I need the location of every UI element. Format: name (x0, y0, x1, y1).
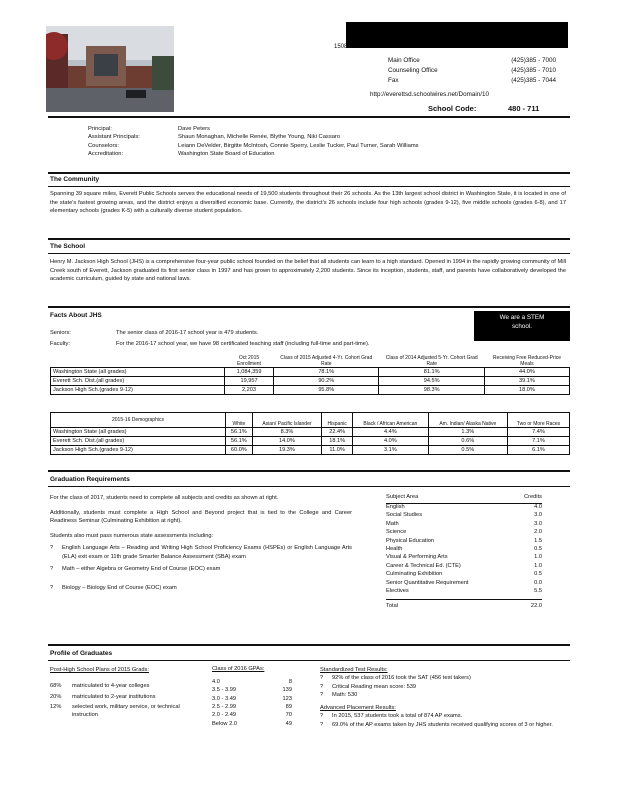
column-header: Hispanic (322, 413, 353, 428)
gpa-list (212, 679, 292, 729)
gpa-range: 3.5 - 3.99 (212, 687, 237, 694)
graduation-title: Graduation Requirements (50, 476, 130, 483)
credit-row (386, 571, 542, 579)
list-item-text: English Language Arts – Reading and Writing High School Proficiency Exams (HSPEs) or English Language Arts (ELA) exit exam or 11th grade Smarter Balance Assessment (SBA) exam (62, 545, 352, 560)
divider (48, 660, 570, 661)
school-code-label: School Code: (428, 104, 477, 113)
list-item (320, 674, 566, 682)
gpa-range: Below 2.0 (212, 720, 237, 727)
table-header-row (51, 413, 570, 428)
table-row (51, 446, 570, 455)
table-cell: 0.5% (428, 446, 507, 455)
credit-value: 4.0 (534, 504, 542, 510)
column-header: Credits (523, 494, 542, 500)
credit-subject: Physical Education (386, 537, 435, 544)
table-cell: 18.1% (322, 437, 353, 446)
enrollment-table (50, 353, 570, 395)
faculty-label: Faculty: (50, 341, 70, 347)
staff-value: Dave Peters (178, 126, 210, 132)
phone-main (388, 56, 556, 66)
phone-number: (425)385 - 7000 (511, 57, 556, 64)
school-code: 480 - 711 (508, 104, 540, 113)
seniors-label: Seniors: (50, 330, 71, 336)
table-cell: 4.4% (353, 428, 428, 437)
row-name: Everett Sch. Dist.(all grades) (51, 437, 226, 446)
credit-subject: Senior Quantitative Requirement (386, 579, 469, 586)
credit-value: 1.0 (534, 562, 542, 569)
table-cell: 7.1% (508, 437, 570, 446)
credit-subject: Visual & Performing Arts (386, 554, 448, 561)
bullet-mark: ? (320, 721, 324, 728)
phone-list (388, 56, 556, 86)
seniors-text: The senior class of 2016-17 school year is 479 students. (116, 330, 259, 336)
credit-row (386, 529, 542, 537)
list-item (50, 703, 200, 720)
list-item (50, 544, 352, 561)
table-cell: 60.0% (226, 446, 253, 455)
graduation-paragraph: Students also must pass numerous state assessments including: (50, 532, 214, 539)
gpa-range: 4.0 (212, 678, 220, 685)
bullet-mark: ? (50, 584, 54, 591)
table-cell: 56.1% (226, 428, 253, 437)
phone-counseling (388, 66, 556, 76)
credit-row (386, 512, 542, 520)
credit-subject: Health (386, 545, 403, 552)
list-item-text: Biology – Biology End of Course (EOC) exam (62, 584, 177, 591)
credit-row (386, 588, 542, 596)
divider (48, 253, 570, 254)
divider (48, 470, 570, 472)
credits-total-row (386, 599, 542, 610)
table-cell: 90.2% (274, 377, 379, 386)
credit-value: 3.0 (534, 520, 542, 527)
credit-subject: Career & Technical Ed. (CTE) (386, 562, 461, 569)
phone-label: Main Office (388, 57, 420, 64)
list-item (50, 565, 352, 574)
gpa-range: 2.0 - 2.49 (212, 712, 237, 719)
table-cell: 8.3% (252, 428, 321, 437)
divider (48, 486, 570, 487)
staff-value: Leiann DeVelder, Birgitte McIntosh, Connie Sperry, Leslie Tucker, Paul Turner, Sarah Williams (178, 142, 419, 149)
row-name: Jackson High Sch.(grades 9-12) (51, 446, 226, 455)
demographics-title: 2015-16 Demographics (51, 413, 226, 428)
credit-subject: Culminating Exhibition (386, 571, 443, 578)
credit-value: 3.0 (534, 512, 542, 519)
table-cell: 95.8% (274, 386, 379, 395)
address-line: 1508 ... (334, 44, 355, 50)
table-row (51, 368, 570, 377)
credit-value: 2.0 (534, 529, 542, 536)
percent: 68% (50, 683, 62, 690)
list-item-text: selected work, military service, or technical instruction (72, 703, 180, 719)
list-item-text: Critical Reading mean score: 539 (332, 683, 417, 690)
credits-header (386, 494, 542, 504)
credit-value: 5.5 (534, 587, 542, 594)
credits-table (386, 494, 542, 610)
staff-row (88, 125, 419, 133)
divider (48, 116, 570, 118)
credit-subject: Science (386, 529, 407, 536)
divider (48, 644, 570, 646)
gpa-row (212, 721, 292, 729)
phone-number: (425)385 - 7010 (511, 67, 556, 75)
staff-value: Washington State Board of Education (178, 151, 275, 158)
graduation-text (50, 494, 352, 592)
column-header: Oct 2015 Enrollment (237, 355, 261, 367)
table-cell: 6.1% (508, 446, 570, 455)
staff-label: Assistant Principals: (88, 134, 140, 141)
list-item (50, 693, 200, 701)
table-header-row (51, 353, 570, 368)
row-name: Washington State (all grades) (51, 428, 226, 437)
gpa-table (212, 666, 292, 729)
staff-label: Principal: (88, 126, 112, 132)
table-cell: 81.1% (379, 368, 484, 377)
credit-value: 1.0 (534, 554, 542, 561)
table-cell: 3.1% (353, 446, 428, 455)
table-cell: 1.3% (428, 428, 507, 437)
staff-block (88, 125, 419, 159)
bullet-mark: ? (50, 545, 54, 552)
column-header: Class of 2015 Adjusted 4-Yr. Cohort Grad Rate (280, 355, 373, 367)
credit-value: 1.5 (534, 537, 542, 544)
gpa-row (212, 687, 292, 695)
percent: 12% (50, 703, 62, 710)
table-cell: 98.3% (379, 386, 484, 395)
staff-row (88, 133, 419, 141)
table-cell: 18.0% (484, 386, 569, 395)
school-photo (46, 26, 174, 112)
table-cell: 2,203 (225, 386, 274, 395)
gpa-count: 49 (285, 720, 292, 727)
table-cell: 14.0% (252, 437, 321, 446)
school-text: Henry M. Jackson High School (JHS) is a comprehensive four-year public school founded on the belief that all students can learn to a high standard. Opened in 1994 in the rapidly growing community of Mill Creek south of Everett, Jackson graduated its first senior class in 1997 and has grown to approximately 2,200 students. Since its inception, students, staff, and parents have collaboratively developed the academic curriculum, guided by state and national laws. (50, 259, 566, 283)
total-value: 22.0 (530, 603, 542, 610)
redacted-block (346, 22, 568, 48)
std-test-heading: Standardized Test Results: (320, 667, 388, 673)
table-cell: 22.4% (322, 428, 353, 437)
list-item-text: In 2015, 537 students took a total of 874 AP exams. (332, 713, 463, 720)
credit-row (386, 538, 542, 546)
gpa-row (212, 696, 292, 704)
credit-subject: Math (386, 520, 399, 527)
facts-title: Facts About JHS (50, 312, 102, 319)
gpa-count: 139 (282, 687, 292, 694)
phone-fax (388, 76, 556, 86)
stem-badge (474, 311, 570, 341)
column-header: Asian/ Pacific Islander (252, 413, 321, 428)
phone-label: Fax (388, 77, 399, 85)
staff-row (88, 142, 419, 150)
column-header: Two or More Races (508, 413, 570, 428)
community-title: The Community (50, 176, 100, 183)
graduation-paragraph: Additionally, students must complete a High School and Beyond project that is tied to the College and Career Readiness Seminar (Culminating Exhibition at right). (50, 509, 352, 525)
table-cell: 78.1% (274, 368, 379, 377)
column-header: Class of 2014 Adjusted 5-Yr. Cohort Grad Rate (385, 355, 478, 367)
gpa-count: 8 (288, 678, 292, 685)
table-cell: 19,957 (225, 377, 274, 386)
column-header: Subject Area (386, 494, 419, 500)
stem-badge-line: We are a STEM (499, 314, 545, 321)
divider (48, 306, 570, 308)
bullet-mark: ? (320, 713, 324, 720)
gpa-count: 89 (285, 704, 292, 711)
row-name: Jackson High Sch.(grades 9-12) (51, 386, 225, 395)
divider (48, 238, 570, 240)
stem-badge-line: school. (512, 323, 532, 331)
table-cell: 94.5% (379, 377, 484, 386)
list-item-text: matriculated to 2-year institutions (72, 693, 156, 700)
profile-title: Profile of Graduates (50, 650, 113, 657)
table-cell: 19.3% (252, 446, 321, 455)
gpa-count: 70 (285, 712, 292, 719)
gpa-row (212, 712, 292, 720)
table-cell: 0.6% (428, 437, 507, 446)
table-cell: 11.0% (322, 446, 353, 455)
percent: 20% (50, 693, 62, 700)
list-item (320, 721, 566, 729)
staff-label: Accreditation: (88, 151, 124, 158)
table-cell: 39.1% (484, 377, 569, 386)
table-cell: 1,084,359 (225, 368, 274, 377)
bullet-mark: ? (320, 691, 324, 698)
row-name: Everett Sch. Dist.(all grades) (51, 377, 225, 386)
list-item-text: Math – either Algebra or Geometry End of Course (EOC) exam (62, 566, 221, 573)
staff-row (88, 150, 419, 158)
credit-value: 0.5 (534, 545, 542, 552)
bullet-mark: ? (320, 683, 324, 690)
credit-row (386, 563, 542, 571)
gpa-range: 3.0 - 3.49 (212, 695, 237, 702)
phone-number: (425)385 - 7044 (511, 77, 556, 85)
phone-label: Counseling Office (388, 67, 438, 75)
list-item (50, 584, 352, 593)
staff-value: Shaun Monaghan, Michelle Renée, Blythe Young, Niki Cassaro (178, 134, 341, 141)
credit-subject: Social Studies (386, 512, 423, 519)
credits-list (386, 504, 542, 596)
list-item-text: 92% of the class of 2016 took the SAT (456 test takers) (332, 675, 471, 682)
gpa-heading: Class of 2016 GPAs: (212, 666, 265, 672)
column-header: Am. Indian/ Alaska Native (428, 413, 507, 428)
divider (48, 186, 570, 187)
table-row (51, 377, 570, 386)
school-title: The School (50, 243, 86, 250)
list-item-text: matriculated to 4-year colleges (72, 683, 150, 690)
credit-value: 0.5 (534, 571, 542, 578)
gpa-range: 2.5 - 2.99 (212, 704, 237, 711)
table-cell: 4.0% (353, 437, 428, 446)
column-header: Black / African American (353, 413, 428, 428)
row-name: Washington State (all grades) (51, 368, 225, 377)
community-text: Spanning 39 square miles, Everett Public Schools serves the educational needs of 19,500 students throughout their 26 schools. As the 13th largest school district in Washington State, it is located in one of the state's fastest growing areas, and the district enjoys a diversified economic base. Currently, the district's 26 schools include four high schools (grades 9-12), five middle schools (grades 6-8), and 17 elementary schools (grades K-5) with a culturally diverse student population. (50, 191, 566, 215)
website-link[interactable]: http://everettsd.schoolwires.net/Domain/10 (370, 91, 490, 98)
gpa-row (212, 704, 292, 712)
faculty-text: For the 2016-17 school year, we have 98 certificated teaching staff (including full-time and part-time). (116, 341, 370, 347)
staff-label: Counselors: (88, 142, 119, 149)
credit-subject: English (386, 504, 405, 510)
table-row (51, 428, 570, 437)
list-item-text: Math: 530 (332, 691, 358, 698)
credit-row (386, 554, 542, 562)
divider (48, 172, 570, 174)
gpa-count: 123 (282, 695, 292, 702)
table-cell: 44.0% (484, 368, 569, 377)
credit-subject: Electives (386, 587, 409, 594)
total-label: Total (386, 603, 399, 610)
list-item (50, 682, 200, 690)
graduation-paragraph: For the class of 2017, students need to complete all subjects and credits as shown at right. (50, 495, 279, 501)
credit-row (386, 580, 542, 588)
credit-value: 0.0 (534, 579, 542, 586)
ap-heading: Advanced Placement Results: (320, 705, 396, 712)
table-cell: 56.1% (226, 437, 253, 446)
column-header: Receiving Free Reduced-Price Meals (492, 355, 562, 367)
list-item (320, 691, 566, 699)
table-row (51, 437, 570, 446)
demographics-table (50, 412, 570, 455)
post-hs-heading: Post-High School Plans of 2015 Grads: (50, 667, 149, 673)
table-cell: 7.4% (508, 428, 570, 437)
bullet-mark: ? (50, 566, 54, 573)
list-item (320, 712, 566, 720)
post-hs-plans (50, 666, 200, 719)
credit-row (386, 521, 542, 529)
test-results (320, 666, 566, 729)
table-row (51, 386, 570, 395)
credit-row (386, 546, 542, 554)
gpa-row (212, 679, 292, 687)
bullet-mark: ? (320, 675, 324, 682)
list-item (320, 683, 566, 691)
column-header: White (226, 413, 253, 428)
list-item-text: 69.0% of the AP exams taken by JHS students received qualifying scores of 3 or higher. (332, 721, 553, 728)
credit-row (386, 504, 542, 512)
